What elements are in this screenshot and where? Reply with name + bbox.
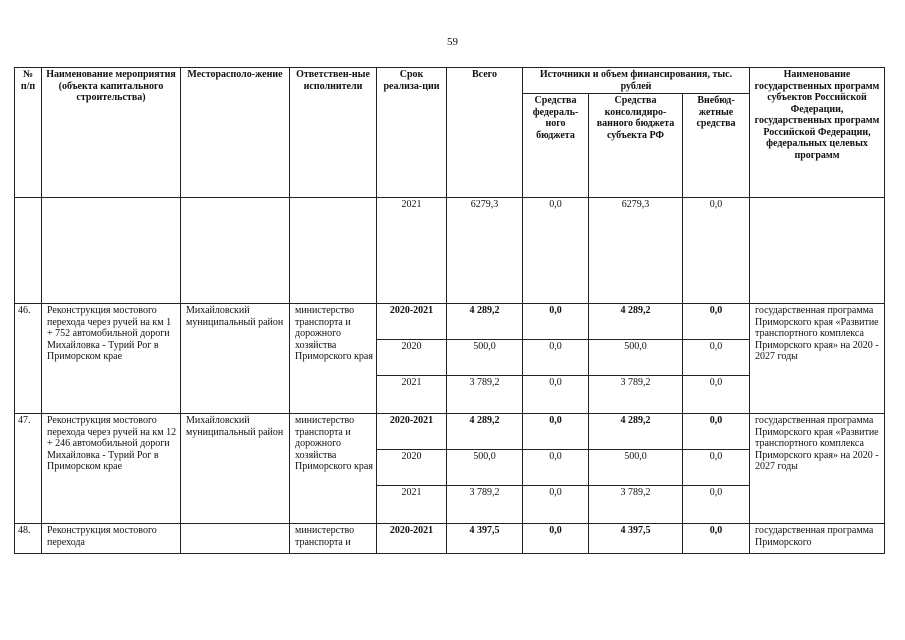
row-extra: 0,0 <box>683 414 750 450</box>
row-term: 2020-2021 <box>377 304 447 340</box>
table-row <box>15 414 885 450</box>
row-term: 2020 <box>377 450 447 486</box>
item-name: Реконструкция мостового перехода через ручей на км 1 + 752 автомобильной дороги Михайловка - Турий Рог в Приморском крае <box>42 304 181 414</box>
row-consolidated: 500,0 <box>589 450 683 486</box>
table-row <box>15 304 885 340</box>
item-executor: министерство транспорта и дорожного хозяйства Приморского края <box>290 304 377 414</box>
carryover-federal: 0,0 <box>523 198 589 304</box>
header-executors: Ответствен-ные исполнители <box>290 68 377 198</box>
header-sources: Источники и объем финансирования, тыс. рублей <box>523 68 750 94</box>
row-extra: 0,0 <box>683 304 750 340</box>
row-term: 2021 <box>377 486 447 524</box>
row-total: 3 789,2 <box>447 486 523 524</box>
row-federal: 0,0 <box>523 486 589 524</box>
row-federal: 0,0 <box>523 340 589 376</box>
carryover-year: 2021 <box>377 198 447 304</box>
row-total: 500,0 <box>447 340 523 376</box>
header-consolidated: Средства консолидиро-ванного бюджета субъекта РФ <box>589 94 683 198</box>
row-term: 2021 <box>377 376 447 414</box>
header-num: № п/п <box>15 68 42 198</box>
header-federal: Средства федераль-ного бюджета <box>523 94 589 198</box>
row-total: 500,0 <box>447 450 523 486</box>
row-total: 4 397,5 <box>447 524 523 554</box>
row-federal: 0,0 <box>523 524 589 554</box>
row-extra: 0,0 <box>683 486 750 524</box>
row-total: 3 789,2 <box>447 376 523 414</box>
row-term: 2020-2021 <box>377 524 447 554</box>
row-consolidated: 4 289,2 <box>589 414 683 450</box>
row-consolidated: 4 289,2 <box>589 304 683 340</box>
row-federal: 0,0 <box>523 376 589 414</box>
row-federal: 0,0 <box>523 304 589 340</box>
item-num: 48. <box>15 524 42 554</box>
item-name: Реконструкция мостового перехода через ручей на км 12 + 246 автомобильной дороги Михайловка - Турий Рог в Приморском крае <box>42 414 181 524</box>
item-location <box>181 524 290 554</box>
item-location: Михайловский муниципальный район <box>181 414 290 524</box>
item-program: государственная программа Приморского <box>750 524 885 554</box>
item-location: Михайловский муниципальный район <box>181 304 290 414</box>
carryover-consolidated: 6279,3 <box>589 198 683 304</box>
row-extra: 0,0 <box>683 524 750 554</box>
row-consolidated: 4 397,5 <box>589 524 683 554</box>
item-name: Реконструкция мостового перехода <box>42 524 181 554</box>
row-extra: 0,0 <box>683 376 750 414</box>
header-name: Наименование мероприятия (объекта капитального строительства) <box>42 68 181 198</box>
header-row <box>15 68 885 94</box>
row-extra: 0,0 <box>683 450 750 486</box>
item-program: государственная программа Приморского края «Развитие транспортного комплекса Приморского края» на 2020 - 2027 годы <box>750 304 885 414</box>
row-federal: 0,0 <box>523 414 589 450</box>
header-total: Всего <box>447 68 523 198</box>
row-consolidated: 500,0 <box>589 340 683 376</box>
row-consolidated: 3 789,2 <box>589 376 683 414</box>
row-total: 4 289,2 <box>447 304 523 340</box>
financing-table <box>14 67 885 554</box>
table-row <box>15 524 885 554</box>
row-term: 2020 <box>377 340 447 376</box>
item-executor: министерство транспорта и дорожного хозяйства Приморского края <box>290 414 377 524</box>
header-term: Срок реализа-ции <box>377 68 447 198</box>
page-number: 59 <box>447 36 458 48</box>
header-location: Месторасполо-жение <box>181 68 290 198</box>
row-consolidated: 3 789,2 <box>589 486 683 524</box>
header-extrabudget: Внебюд-жетные средства <box>683 94 750 198</box>
item-executor: министерство транспорта и <box>290 524 377 554</box>
carryover-total: 6279,3 <box>447 198 523 304</box>
header-programs: Наименование государственных программ субъектов Российской Федерации, государственных программ Российской Федерации, федеральных целевых программ <box>750 68 885 198</box>
carryover-row <box>15 198 885 304</box>
row-term: 2020-2021 <box>377 414 447 450</box>
item-num: 46. <box>15 304 42 414</box>
row-extra: 0,0 <box>683 340 750 376</box>
item-num: 47. <box>15 414 42 524</box>
carryover-extra: 0,0 <box>683 198 750 304</box>
row-total: 4 289,2 <box>447 414 523 450</box>
item-program: государственная программа Приморского края «Развитие транспортного комплекса Приморского края» на 2020 - 2027 годы <box>750 414 885 524</box>
row-federal: 0,0 <box>523 450 589 486</box>
